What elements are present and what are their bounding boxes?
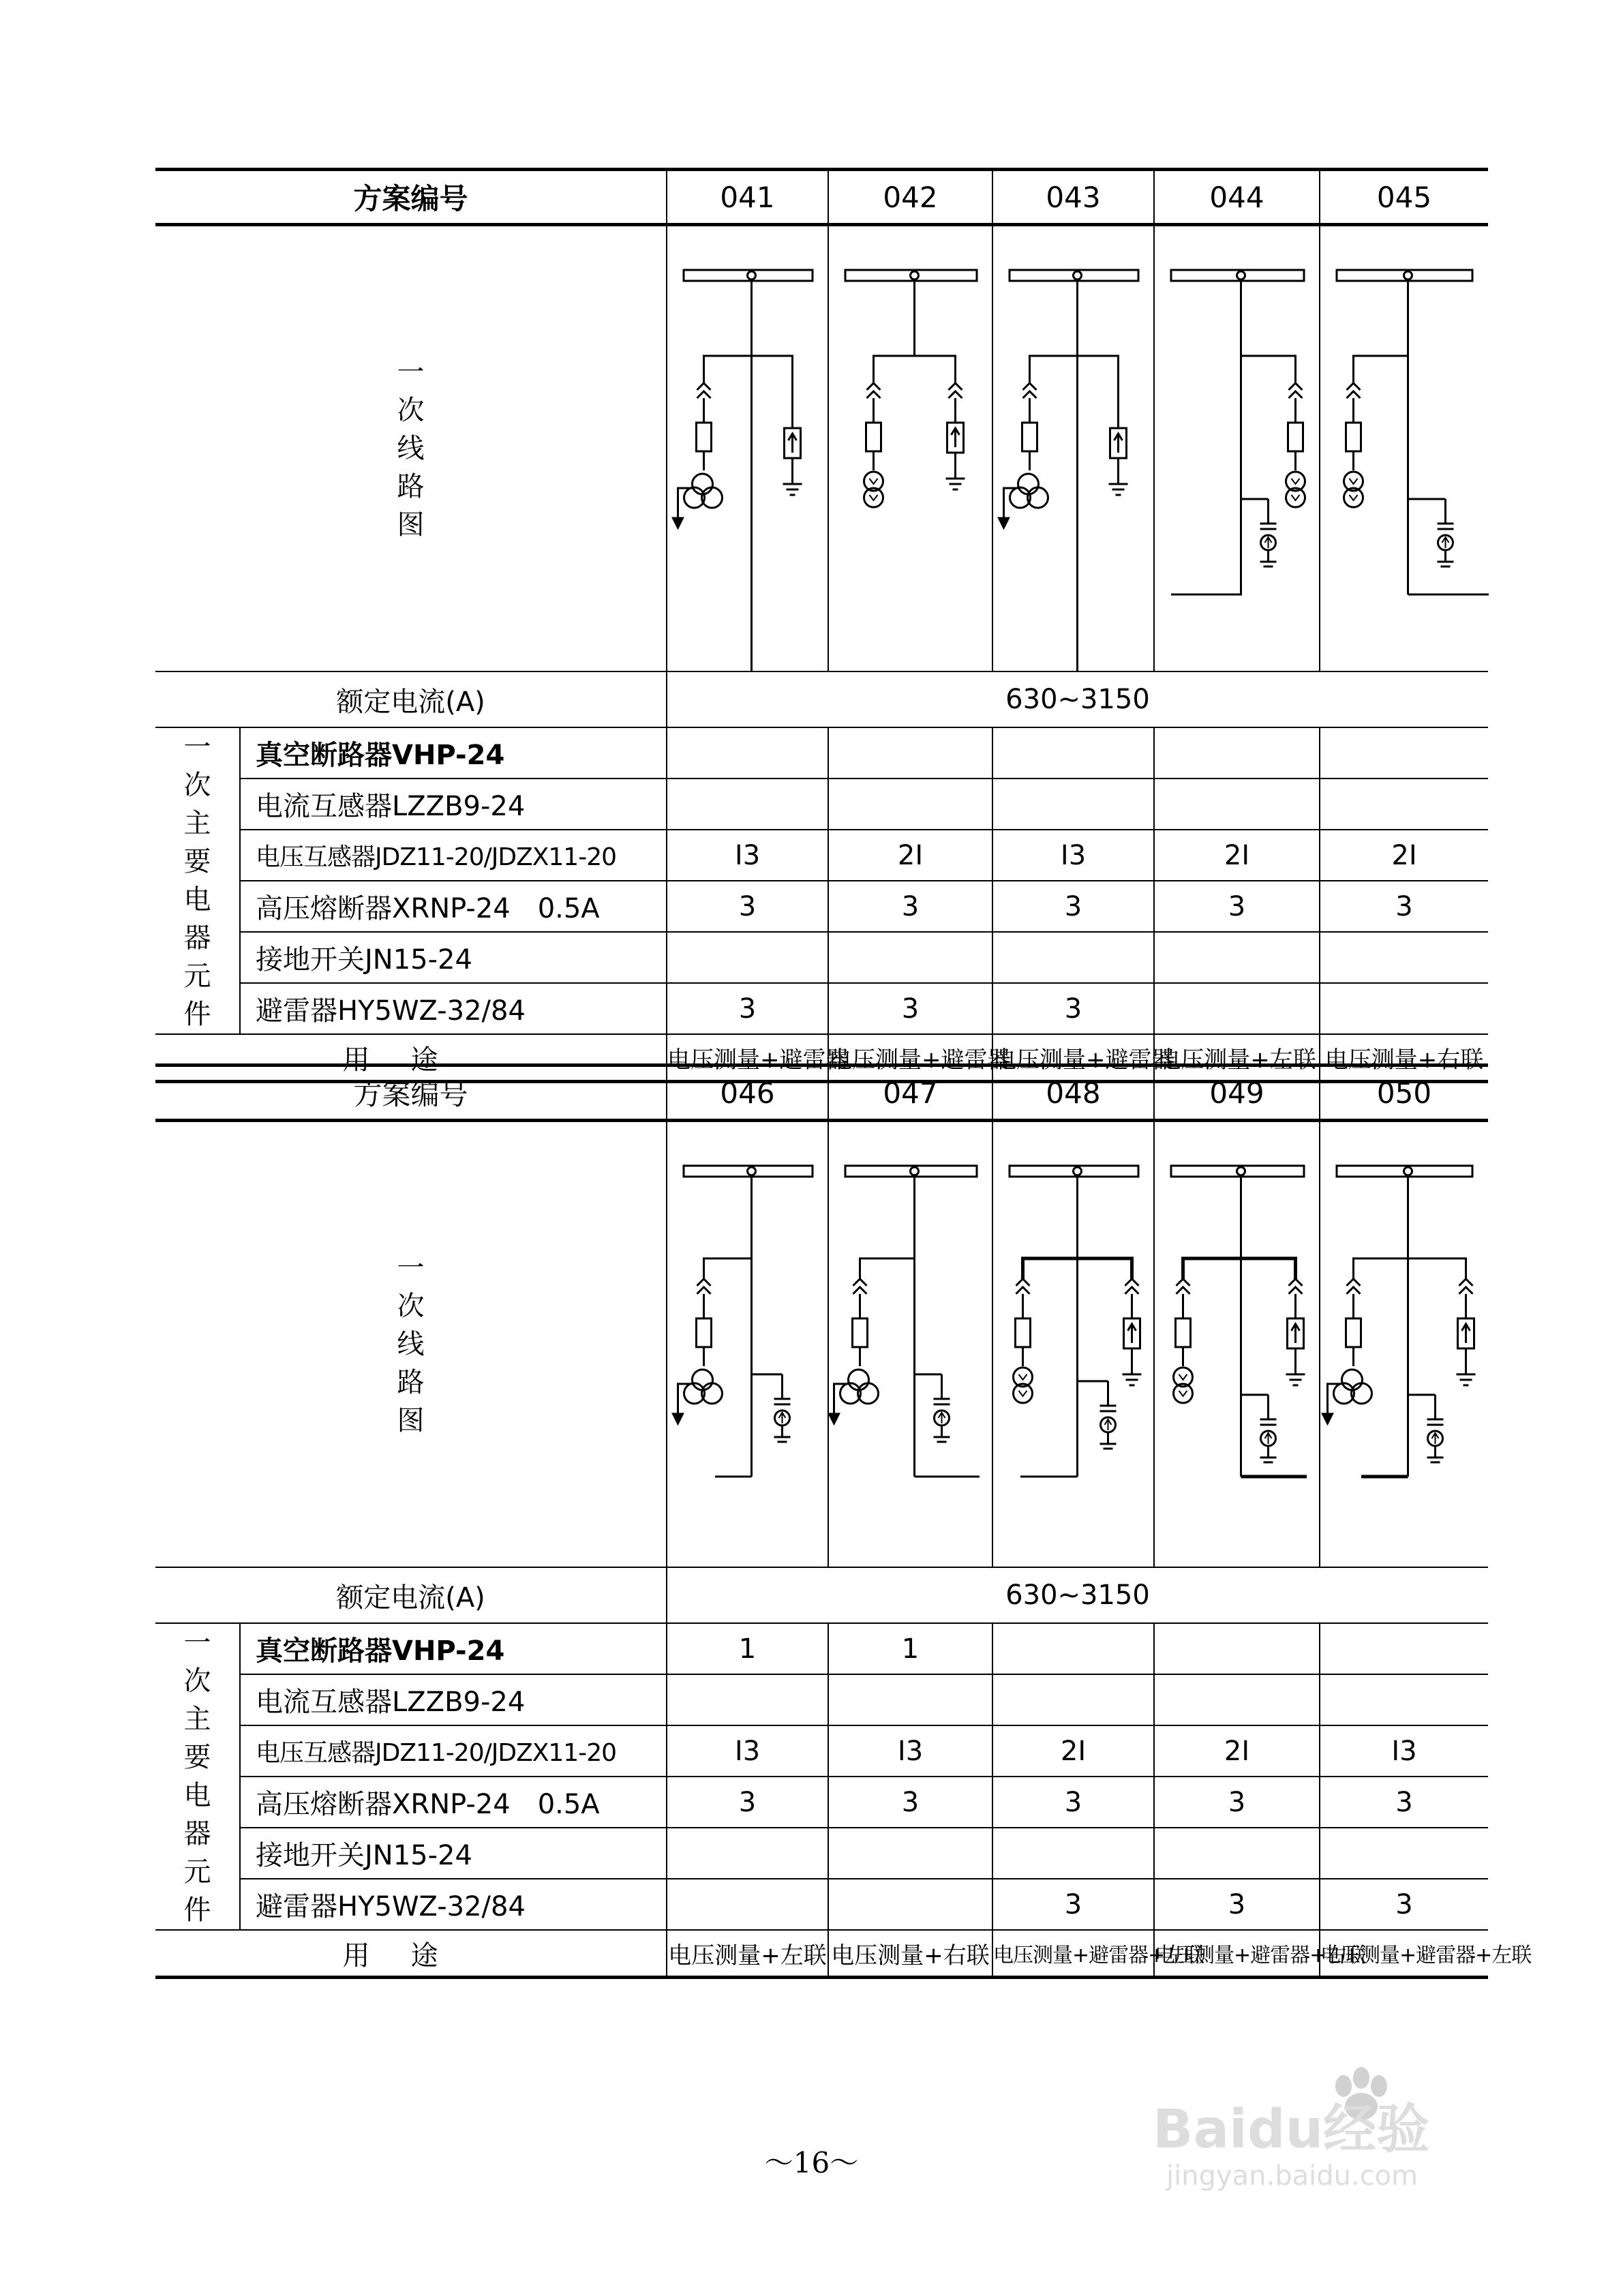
plug-in-contact-icon: [1023, 383, 1037, 398]
scheme-number-label: 方案编号: [155, 170, 667, 225]
component-qty: [667, 727, 828, 779]
bus-connection-node: [1074, 271, 1082, 280]
circuit-diagram-cell: [992, 1121, 1154, 1568]
usage-label-cell: [155, 1930, 667, 1978]
component-qty: [992, 727, 1154, 779]
branch-bus: [874, 356, 956, 383]
component-qty: [667, 1674, 828, 1725]
scheme-code: 048: [992, 1066, 1154, 1121]
component-qty: 2I: [992, 1725, 1154, 1777]
component-qty: 3: [828, 1777, 992, 1828]
branch-bus: [1183, 1258, 1296, 1279]
component-name: 电流互感器LZZB9-24: [240, 779, 667, 830]
fuse-icon: [1016, 1318, 1031, 1347]
ground-icon: [1123, 1374, 1142, 1385]
circuit-diagram: [829, 226, 993, 671]
branch-bus: [860, 1258, 915, 1279]
ground-icon: [1457, 1374, 1476, 1385]
ground-icon: [1286, 1374, 1305, 1385]
capacitor-icon: [1438, 524, 1454, 529]
indicator-arrow-icon: [779, 1413, 786, 1423]
spec-table-2: [155, 1063, 1532, 1979]
component-qty: 3: [1320, 881, 1488, 932]
circuit-diagram-cell: [828, 225, 992, 672]
ground-arrow-icon: [830, 1414, 839, 1423]
fuse-icon: [1022, 423, 1037, 451]
usage-value: 电压测量+左联: [1154, 1034, 1320, 1082]
component-qty: [992, 779, 1154, 830]
component-qty: 3: [828, 881, 992, 932]
component-qty: 3: [992, 881, 1154, 932]
scheme-code: 045: [1320, 170, 1488, 225]
component-qty: [1154, 983, 1320, 1034]
bus-connection-node: [748, 271, 756, 280]
component-qty: 3: [667, 881, 828, 932]
component-qty: I3: [667, 830, 828, 881]
component-qty: [828, 932, 992, 983]
circuit-diagram: [667, 1122, 829, 1567]
component-name: 高压熔断器XRNP-24 0.5A: [240, 881, 667, 932]
circuit-diagram-cell: [1154, 225, 1320, 672]
scheme-code: 047: [828, 1066, 992, 1121]
indicator-arrow-icon: [1432, 1433, 1439, 1444]
ground-arrow-icon: [673, 1414, 683, 1423]
plug-in-contact-icon: [697, 1279, 711, 1294]
scheme-code: 042: [828, 170, 992, 225]
fuse-icon: [1288, 423, 1303, 451]
component-name: 高压熔断器XRNP-24 0.5A: [240, 1777, 667, 1828]
scheme-code: 041: [667, 170, 828, 225]
component-group-text: 一次主要电器元件: [183, 1627, 211, 1926]
ground-icon: [1427, 1457, 1444, 1462]
indicator-arrow-icon: [1442, 537, 1449, 548]
watermark-url: jingyan.baidu.com: [1166, 2160, 1419, 2192]
circuit-diagram: [829, 1122, 993, 1567]
fuse-icon: [1346, 1318, 1361, 1347]
plug-in-contact-icon: [697, 383, 711, 398]
component-name: 电压互感器JDZ11-20/JDZX11-20: [240, 830, 667, 881]
component-qty: I3: [667, 1725, 828, 1777]
usage-value: 电压测量+左联: [667, 1930, 828, 1978]
usage-value: 电压测量+避雷器+右联: [1154, 1930, 1320, 1978]
plug-in-contact-icon: [1347, 1279, 1361, 1294]
component-qty: 2I: [1154, 830, 1320, 881]
fuse-icon: [697, 1318, 712, 1347]
component-qty: I3: [1320, 1725, 1488, 1777]
left-tie-line: [1171, 567, 1241, 594]
fuse-icon: [1176, 1318, 1191, 1347]
circuit-diagram-cell: [667, 225, 828, 672]
component-qty: [1320, 983, 1488, 1034]
component-qty: I3: [992, 830, 1154, 881]
bus-connection-node: [911, 271, 919, 280]
rated-current-label: 额定电流(A): [155, 671, 667, 727]
component-qty: [828, 1879, 992, 1930]
arrester-arrow-icon: [1292, 1324, 1300, 1343]
component-qty: 3: [1320, 1879, 1488, 1930]
component-qty: [1320, 779, 1488, 830]
component-qty: 3: [1154, 1879, 1320, 1930]
indicator-arrow-icon: [1265, 537, 1272, 548]
circuit-diagram: [1155, 226, 1320, 671]
arrester-arrow-icon: [1462, 1324, 1470, 1343]
component-group-label: [155, 727, 240, 1034]
component-qty: 3: [1320, 1777, 1488, 1828]
component-qty: 1: [667, 1623, 828, 1674]
bus-connection-node: [1074, 1167, 1082, 1175]
fuse-icon: [697, 423, 712, 451]
ground-icon: [1260, 1457, 1277, 1462]
usage-value: 电压测量+避雷器: [992, 1034, 1154, 1082]
usage-value: 电压测量+避雷器: [667, 1034, 828, 1082]
component-name: 接地开关JN15-24: [240, 932, 667, 983]
component-qty: [1154, 1623, 1320, 1674]
component-group-text: 一次主要电器元件: [183, 731, 211, 1030]
capacitor-icon: [1260, 1419, 1277, 1425]
component-qty: [1320, 1828, 1488, 1879]
plug-in-contact-icon: [949, 383, 962, 398]
component-qty: 3: [992, 1879, 1154, 1930]
indicator-arrow-icon: [1265, 1433, 1272, 1444]
component-qty: 3: [1154, 881, 1320, 932]
diagram-label-cell: [155, 225, 667, 672]
ground-icon: [946, 479, 965, 489]
capacitor-icon: [1260, 524, 1277, 529]
capacitor-icon: [934, 1399, 950, 1404]
usage-value: 电压测量+避雷器: [828, 1034, 992, 1082]
circuit-diagram-cell: [1154, 1121, 1320, 1568]
circuit-diagram-cell: [667, 1121, 828, 1568]
component-qty: [1154, 1674, 1320, 1725]
page-number: ～16～: [764, 2146, 859, 2179]
component-qty: [1320, 932, 1488, 983]
circuit-diagram-cell: [828, 1121, 992, 1568]
fuse-icon: [1346, 423, 1361, 451]
component-name: 真空断路器VHP-24: [240, 727, 667, 779]
component-qty: [1320, 1623, 1488, 1674]
scheme-code: 044: [1154, 170, 1320, 225]
bus-connection-node: [748, 1167, 756, 1175]
component-qty: [1154, 932, 1320, 983]
ground-arrow-icon: [1323, 1414, 1333, 1423]
ground-icon: [934, 1437, 950, 1442]
bus-connection-node: [1404, 1167, 1412, 1175]
arrester-arrow-icon: [789, 434, 797, 453]
capacitor-icon: [774, 1399, 791, 1404]
circuit-diagram: [1320, 226, 1489, 671]
spec-table-1: [155, 168, 1488, 1083]
plug-in-contact-icon: [1125, 1279, 1139, 1294]
component-qty: 2I: [1154, 1725, 1320, 1777]
circuit-diagram: [1320, 1122, 1489, 1567]
component-qty: [828, 727, 992, 779]
component-name: 电压互感器JDZ11-20/JDZX11-20: [240, 1725, 667, 1777]
circuit-diagram: [667, 226, 829, 671]
component-name: 真空断路器VHP-24: [240, 1623, 667, 1674]
usage-value: 电压测量+避雷器+左联: [1320, 1930, 1488, 1978]
plug-in-contact-icon: [1289, 383, 1303, 398]
scheme-code: 046: [667, 1066, 828, 1121]
circuit-diagram: [993, 226, 1155, 671]
diagram-label: 一次线路图: [397, 357, 425, 541]
component-qty: [667, 779, 828, 830]
component-qty: [667, 1879, 828, 1930]
bus-connection-node: [1237, 1167, 1245, 1175]
ground-icon: [1109, 484, 1128, 495]
ground-icon: [1100, 1444, 1117, 1449]
branch-bus: [1354, 1258, 1466, 1279]
branch-bus: [704, 1258, 752, 1279]
plug-in-contact-icon: [1459, 1279, 1473, 1294]
scheme-code: 049: [1154, 1066, 1320, 1121]
plug-in-contact-icon: [1177, 1279, 1190, 1294]
scheme-number-label: 方案编号: [155, 1066, 667, 1121]
branch-bus: [1030, 356, 1119, 404]
component-name: 接地开关JN15-24: [240, 1828, 667, 1879]
component-qty: 3: [1154, 1777, 1320, 1828]
indicator-arrow-icon: [939, 1413, 945, 1423]
component-qty: 2I: [828, 830, 992, 881]
component-qty: [828, 1674, 992, 1725]
bus-connection-node: [1237, 271, 1245, 280]
ground-icon: [774, 1437, 791, 1442]
usage-value: 电压测量+右联: [828, 1930, 992, 1978]
component-name: 避雷器HY5WZ-32/84: [240, 1879, 667, 1930]
watermark-brand: Baidu经验: [1153, 2099, 1430, 2160]
component-qty: [1154, 1828, 1320, 1879]
plug-in-contact-icon: [1289, 1279, 1303, 1294]
rated-current-value: 630~3150: [667, 671, 1488, 727]
circuit-diagram: [1155, 1122, 1320, 1567]
scheme-code: 043: [992, 170, 1154, 225]
component-qty: 3: [667, 983, 828, 1034]
arrester-arrow-icon: [1128, 1324, 1136, 1343]
capacitor-icon: [1427, 1419, 1444, 1425]
plug-in-contact-icon: [1347, 383, 1361, 398]
circuit-diagram-cell: [1320, 1121, 1488, 1568]
plug-in-contact-icon: [867, 383, 881, 398]
component-qty: 3: [828, 983, 992, 1034]
component-qty: [992, 1828, 1154, 1879]
component-qty: [667, 1828, 828, 1879]
usage-label: 用途: [342, 1044, 479, 1076]
indicator-arrow-icon: [1105, 1419, 1112, 1430]
component-name: 避雷器HY5WZ-32/84: [240, 983, 667, 1034]
component-group-label: [155, 1623, 240, 1930]
usage-label: 用途: [342, 1939, 479, 1972]
plug-in-contact-icon: [853, 1279, 867, 1294]
component-qty: [992, 1674, 1154, 1725]
capacitor-icon: [1100, 1406, 1117, 1411]
component-qty: [992, 1623, 1154, 1674]
plug-in-contact-icon: [1016, 1279, 1030, 1294]
arrester-arrow-icon: [1114, 434, 1123, 453]
ground-arrow-icon: [673, 518, 683, 528]
arrester-arrow-icon: [952, 428, 960, 447]
rated-current-value: 630~3150: [667, 1567, 1488, 1623]
bus-connection-node: [911, 1167, 919, 1175]
usage-value: 电压测量+右联: [1320, 1034, 1488, 1082]
branch-bus: [1241, 356, 1296, 383]
ground-icon: [783, 484, 802, 495]
circuit-diagram-cell: [992, 225, 1154, 672]
ground-icon: [1438, 562, 1454, 567]
rated-current-label: 额定电流(A): [155, 1567, 667, 1623]
component-qty: [1154, 779, 1320, 830]
fuse-icon: [853, 1318, 868, 1347]
component-qty: [667, 932, 828, 983]
component-qty: 3: [992, 983, 1154, 1034]
ground-icon: [1260, 562, 1277, 567]
component-qty: [828, 1828, 992, 1879]
component-name: 电流互感器LZZB9-24: [240, 1674, 667, 1725]
diagram-label-cell: [155, 1121, 667, 1568]
bus-connection-node: [1404, 271, 1412, 280]
branch-bus: [1354, 356, 1408, 383]
component-qty: 2I: [1320, 830, 1488, 881]
circuit-diagram-cell: [1320, 225, 1488, 672]
fuse-icon: [866, 423, 881, 451]
component-qty: [1320, 1674, 1488, 1725]
circuit-diagram: [993, 1122, 1155, 1567]
ground-arrow-icon: [999, 518, 1009, 528]
component-qty: 3: [992, 1777, 1154, 1828]
component-qty: 3: [667, 1777, 828, 1828]
component-qty: [1320, 727, 1488, 779]
baidu-jingyan-watermark: [1139, 2059, 1521, 2195]
branch-bus: [704, 356, 793, 404]
component-qty: [992, 932, 1154, 983]
scheme-code: 050: [1320, 1066, 1488, 1121]
diagram-label: 一次线路图: [397, 1252, 425, 1436]
component-qty: [828, 779, 992, 830]
component-qty: [1154, 727, 1320, 779]
component-qty: I3: [828, 1725, 992, 1777]
usage-value: 电压测量+避雷器+左联: [992, 1930, 1154, 1978]
component-qty: 1: [828, 1623, 992, 1674]
